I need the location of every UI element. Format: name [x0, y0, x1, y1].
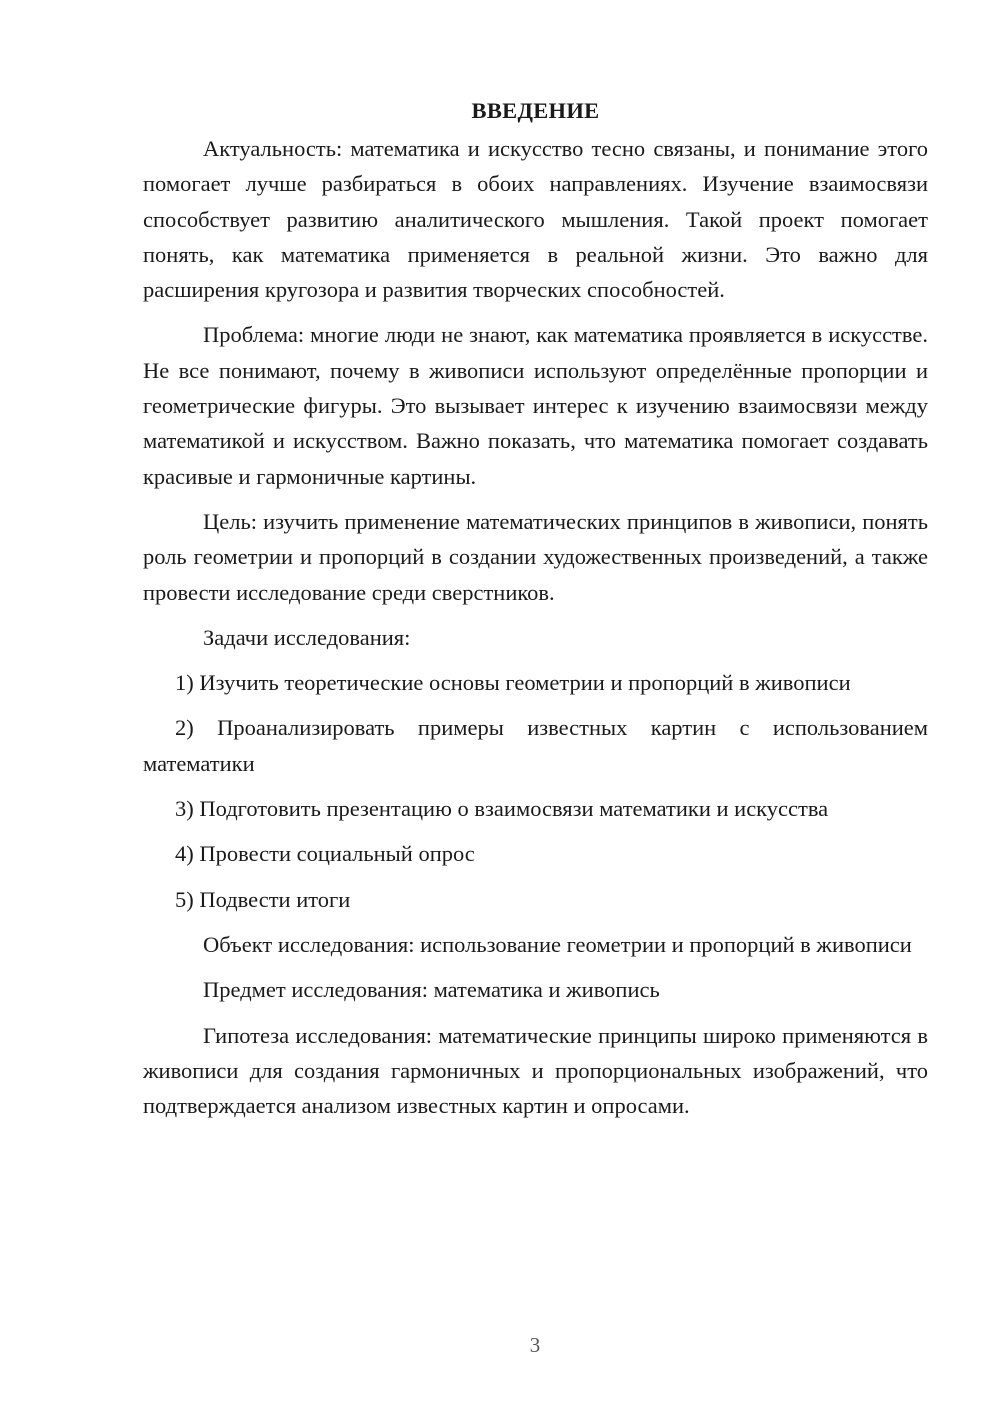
section-heading: ВВЕДЕНИЕ: [471, 98, 600, 123]
tasks-title: Задачи исследования:: [203, 624, 411, 650]
task-item-3: 3) Подготовить презентацию о взаимосвязи математики и искусства: [175, 796, 829, 822]
goal-paragraph: Цель: изучить применение математических принципов в живописи, понять роль геометрии и пропорций в создании художественных произведений, а также провести исследование среди сверстников.: [143, 508, 928, 605]
task-item-2: 2) Проанализировать примеры известных картин с использованием математики: [143, 715, 928, 776]
problem-paragraph: Проблема: многие люди не знают, как математика проявляется в искусстве. Не все понимают, почему в живописи используют определённые пропорции и геометрические фигуры. Это вызывает интерес к изучению взаимосвязи между математикой и искусством. Важно показать, что математика помогает создавать красивые и гармоничные картины.: [143, 322, 928, 489]
page-content: [143, 96, 928, 1133]
task-item-1: 1) Изучить теоретические основы геометрии и пропорций в живописи: [175, 670, 851, 696]
object-paragraph: Объект исследования: использование геометрии и пропорций в живописи: [203, 931, 912, 957]
subject-paragraph: Предмет исследования: математика и живопись: [203, 977, 660, 1003]
hypothesis-paragraph: Гипотеза исследования: математические принципы широко применяются в живописи для создания гармоничных и пропорциональных изображений, что подтверждается анализом известных картин и опросами.: [143, 1022, 928, 1119]
task-item-4: 4) Провести социальный опрос: [175, 841, 475, 867]
relevance-paragraph: Актуальность: математика и искусство тесно связаны, и понимание этого помогает лучше разбираться в обоих направлениях. Изучение взаимосвязи способствует развитию аналитического мышления. Такой проект помогает понять, как математика применяется в реальной жизни. Это важно для расширения кругозора и развития творческих способностей.: [143, 136, 928, 303]
page-number: 3: [529, 1333, 541, 1357]
task-item-5: 5) Подвести итоги: [175, 886, 351, 912]
